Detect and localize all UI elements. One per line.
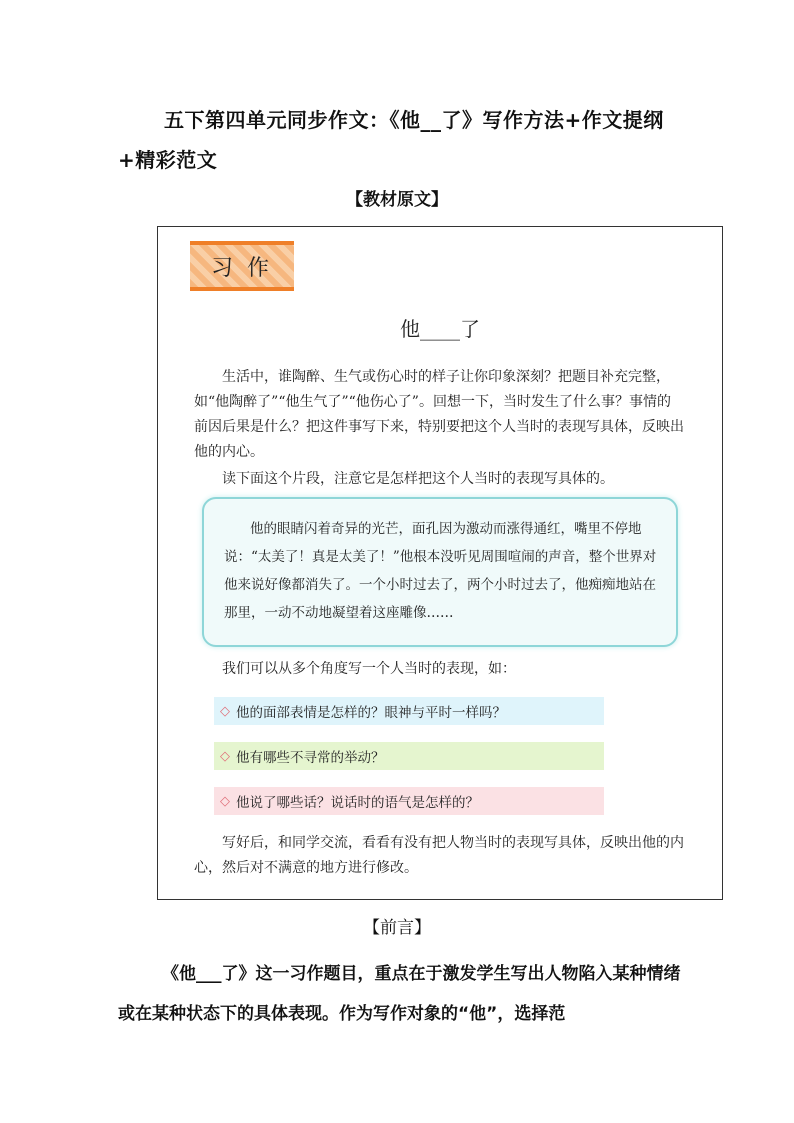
prompt-item <box>214 742 604 770</box>
angles-intro: 我们可以从多个角度写一个人当时的表现，如： <box>222 661 516 677</box>
lesson-title: 他____了 <box>400 317 480 341</box>
diamond-icon: ◇ <box>220 748 230 764</box>
textbook-page-image <box>157 226 723 900</box>
document-title: 五下第四单元同步作文：《他__了》写作方法+作文提纲+精彩范文 <box>118 108 664 172</box>
preface-paragraph: 《他___了》这一习作题目，重点在于激发学生写出人物陷入某种情绪或在某种状态下的具体表现。作为写作对象的“他”，选择范 <box>118 964 681 1024</box>
section-label-textbook: 【教材原文】 <box>346 190 448 210</box>
prompt-item <box>214 787 604 815</box>
prompt-text: 他的面部表情是怎样的？眼神与平时一样吗？ <box>236 705 506 721</box>
intro-paragraph: 生活中，谁陶醉、生气或伤心时的样子让你印象深刻？把题目补充完整，如“他陶醉了”“他生气了”“他伤心了”。回想一下，当时发生了什么事？事情的前因后果是什么？把这件事写下来，特别要把这个人当时的表现写具体，反映出他的内心。 <box>194 369 684 460</box>
read-instruction: 读下面这个片段，注意它是怎样把这个人当时的表现写具体的。 <box>222 471 614 487</box>
closing-paragraph: 写好后，和同学交流，看看有没有把人物当时的表现写具体，反映出他的内心，然后对不满意的地方进行修改。 <box>194 835 684 876</box>
section-label-preface: 【前言】 <box>363 918 431 938</box>
excerpt-box <box>202 497 678 647</box>
prompt-item <box>214 697 604 725</box>
prompt-text: 他说了哪些话？说话时的语气是怎样的？ <box>236 795 479 811</box>
xizuo-banner <box>190 241 294 291</box>
banner-text: 习作 <box>210 255 283 281</box>
diamond-icon: ◇ <box>220 793 230 809</box>
diamond-icon: ◇ <box>220 703 230 719</box>
excerpt-text: 他的眼睛闪着奇异的光芒，面孔因为激动而涨得通红，嘴里不停地说：“太美了！真是太美了！”他根本没听见周围喧闹的声音，整个世界对他来说好像都消失了。一个小时过去了，两个小时过去了，他痴痴地站在那里，一动不动地凝望着这座雕像…… <box>224 521 657 621</box>
prompt-text: 他有哪些不寻常的举动？ <box>236 750 385 766</box>
